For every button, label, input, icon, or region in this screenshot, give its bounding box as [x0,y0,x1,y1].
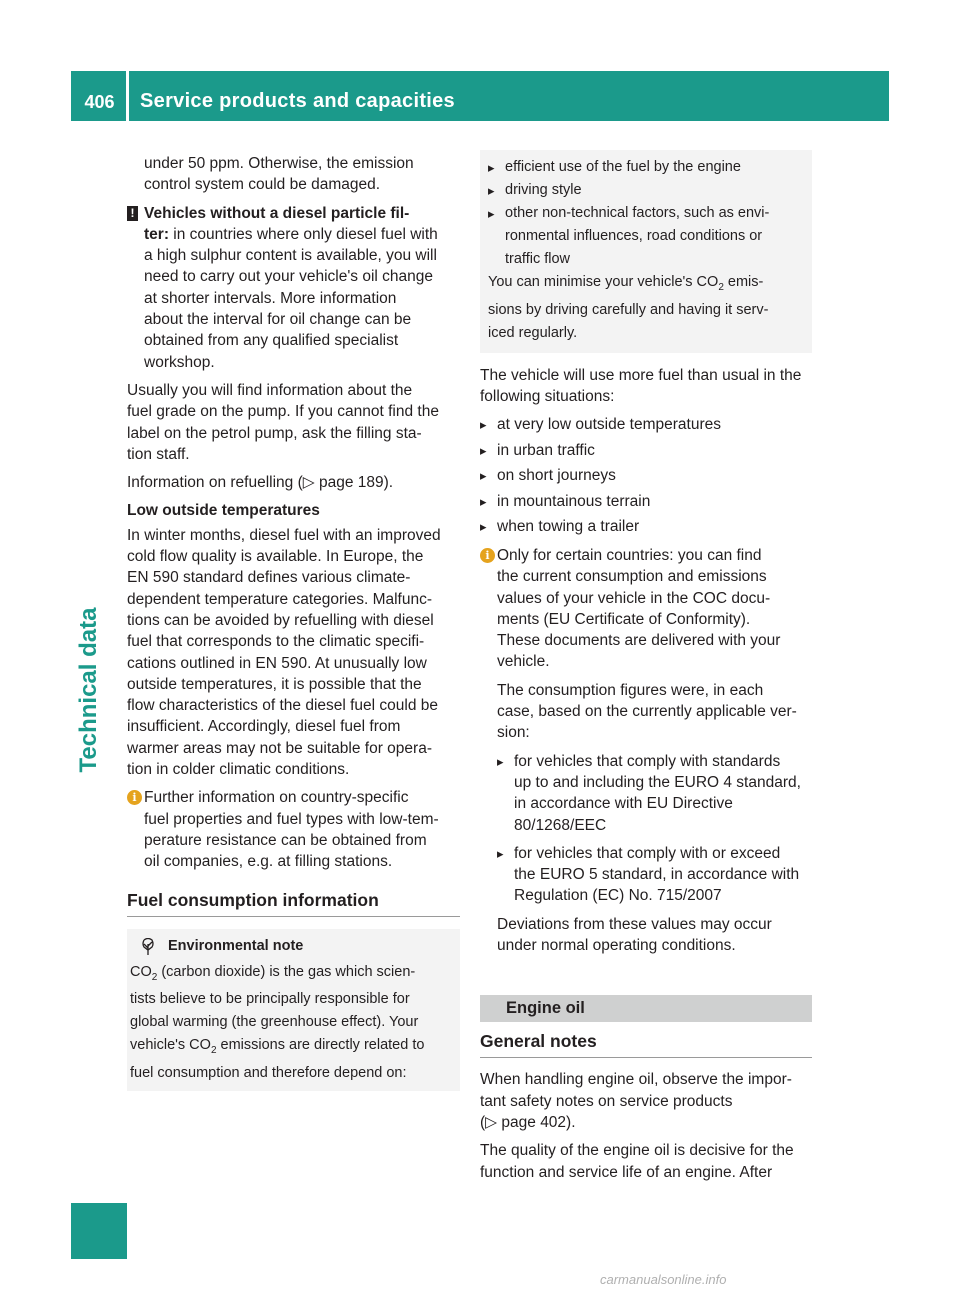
list-item: ▸ on short journeys [480,463,812,489]
info-note-coc: i Only for certain countries: you can find the current consumption and emissions values of your vehicle in the COC docu- ments (EU Certificate of Conformity). These documents are delivered with your vehicle. The consumption figures were, in each case, based on the currently applicable ver- sion: ▸ for vehicles that comply with standards up to and including the EURO 4 standard, in accordance with EU Directive 80/1268/EEC ▸ for vehicles that comply with or exceed the EURO 5 standard, in accordance with Regulation (EC) No. 715/2007 Deviations from these values may occur under normal operating conditions. [480,545,812,956]
low-temp-heading: Low outside temperatures [127,502,320,520]
warning-icon: ! [127,206,138,221]
environmental-note-box [127,929,460,1092]
page-ref-arrow-icon: ▷ [302,474,315,492]
list-item: ▸ for vehicles that comply with or exceed the EURO 5 standard, in accordance with Regulation (EC) No. 715/2007 [497,843,812,907]
paragraph-handling-oil: When handling engine oil, observe the impor- tant safety notes on service products (▷ page 402). [480,1071,792,1131]
warning-note: ! Vehicles without a diesel particle fil- ter: in countries where only diesel fuel with a high sulphur content is available, you will need to carry out your vehicle's oil change at shorter intervals. More information about the interval for oil change can be obtained from any qualified specialist workshop. [127,203,460,373]
paragraph-more-fuel: The vehicle will use more fuel than usual in the following situations: [480,366,802,406]
side-tab-label: Technical data [75,607,102,773]
watermark: carmanualsonline.info [600,1272,727,1287]
paragraph-fuel-grade: Usually you will find information about the fuel grade on the pump. If you cannot find the label on the petrol pump, ask the filling sta- tion staff. [127,381,439,463]
leaf-bulb-icon [141,938,155,956]
page-title: Service products and capacities [140,90,455,112]
page-ref-arrow-icon: ▷ [485,1113,498,1131]
paragraph-oil-quality: The quality of the engine oil is decisive for the function and service life of an engine. After [480,1142,794,1181]
page-ref-link[interactable]: page 189). [314,474,394,492]
right-column [480,150,812,1183]
info-icon: i [127,790,142,805]
page-ref-link[interactable]: page 402). [497,1113,576,1131]
info-icon: i [480,548,495,563]
fuel-consumption-heading: Fuel consumption information [127,889,379,910]
list-item: ▸ in urban traffic [480,438,812,464]
general-notes-heading: General notes [480,1031,597,1052]
paragraph-low-temp: In winter months, diesel fuel with an improved cold flow quality is available. In Europe, the EN 590 standard defines various climate- dependent temperature categories. Malfunc- tions can be avoided by refuelling with diesel fuel that corresponds to the climatic specifi- cations outlined in EN 590. At unusually low outside temperatures, it is possible that the flow characteristics of the diesel fuel could be insufficient. Accordingly, diesel fuel from warmer areas may not be suitable for opera- tion in colder climatic conditions. [127,526,441,779]
paragraph-emission: under 50 ppm. Otherwise, the emission control system could be damaged. [144,155,414,194]
list-item: ▸ when towing a trailer [480,514,812,540]
side-tab [59,560,119,820]
situations-list [480,412,812,540]
engine-oil-section-header: Engine oil [480,995,812,1022]
info-note-fuel-properties: i Further information on country-specific fuel properties and fuel types with low-tem- perature resistance can be obtained from oil companies, e.g. at filling stations. [127,787,460,872]
environmental-note-text: $CO_2$ (carbon dioxide) is the gas which scien- tists believe to be principally responsible for global warming (the greenhouse effect). Your vehicle's $CO_2$ emissions are directly related to fuel consumption and therefore depend on: [130,963,425,1082]
side-tab-marker [71,1203,127,1259]
page-number: 406 [84,92,115,112]
list-item: ▸ for vehicles that comply with standards up to and including the EURO 4 standard, in accordance with EU Directive 80/1268/EEC [497,751,812,836]
refuelling-reference: Information on refuelling (▷ page 189). [127,474,394,492]
environmental-note-title: Environmental note [168,937,304,954]
header-divider [126,71,129,121]
list-item: ▸ at very low outside temperatures [480,412,812,438]
left-column [127,153,460,1091]
environmental-note-continued: ▸ efficient use of the fuel by the engine ▸ driving style ▸ other non-technical factors, such as envi- ronmental influences, road conditions or traffic flow You can minimise your vehicle's $CO_2$ emis- sions by driving carefully and having it serv- iced regularly. [480,150,812,353]
list-item: ▸ in mountainous terrain [480,489,812,515]
